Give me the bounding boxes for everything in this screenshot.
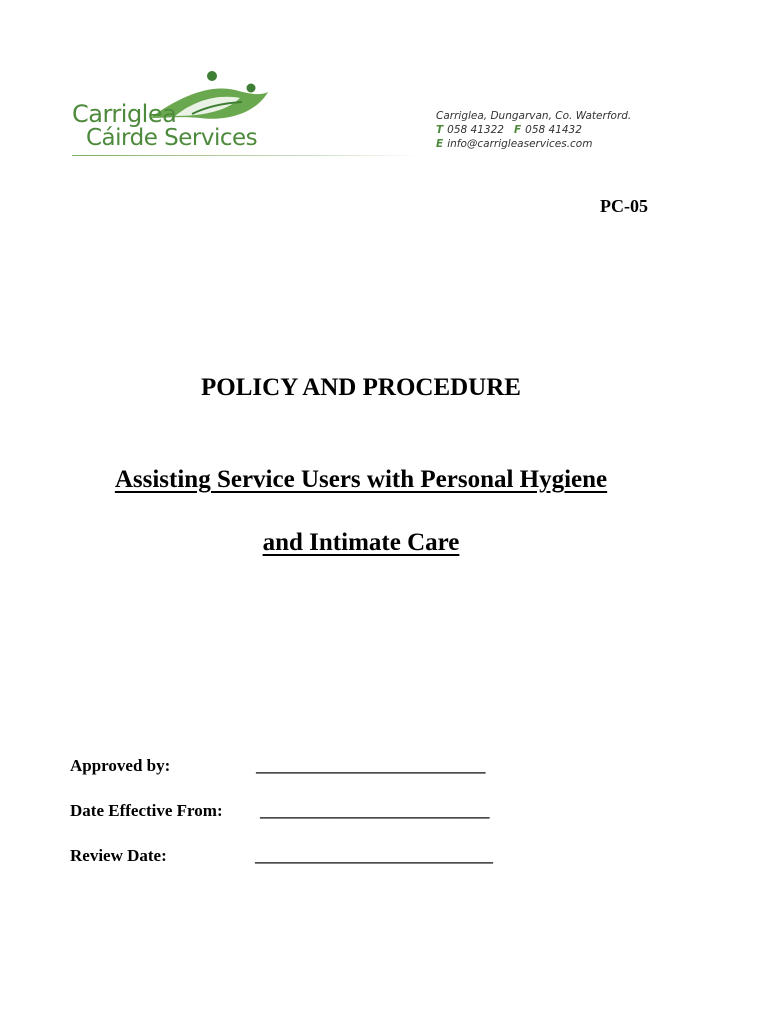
review-date-label: Review Date: (70, 846, 167, 865)
document-title: POLICY AND PROCEDURE (201, 374, 521, 401)
document-code: PC-05 (600, 196, 648, 216)
approved-by-field (70, 756, 486, 776)
review-date-blank: ____________________________ (255, 846, 493, 865)
approved-by-blank: ___________________________ (256, 756, 486, 775)
email-address: info@carrigleaservices.com (447, 138, 593, 150)
phone-key: T (436, 124, 444, 136)
contact-block (436, 109, 631, 151)
phone-number: 058 41322 (447, 124, 504, 136)
phone-fax-line (436, 123, 631, 137)
logo-wordmark-line2: Cáirde Services (86, 125, 258, 151)
review-date-field (70, 846, 493, 866)
email-line (436, 137, 631, 151)
date-effective-label: Date Effective From: (70, 801, 223, 820)
fax-key: F (513, 124, 522, 136)
fax-number: 058 41432 (525, 124, 582, 136)
email-key: E (436, 138, 444, 150)
logo-wordmark-line1: Carriglea (72, 100, 177, 128)
approved-by-label: Approved by: (70, 756, 171, 775)
date-effective-field (70, 801, 490, 821)
address-line: Carriglea, Dungarvan, Co. Waterford. (436, 110, 632, 122)
document-subtitle-line1: Assisting Service Users with Personal Hygiene (114, 466, 608, 493)
date-effective-blank: ___________________________ (260, 801, 490, 820)
document-subtitle-line2: and Intimate Care (262, 529, 460, 556)
letterhead-divider (72, 155, 422, 156)
